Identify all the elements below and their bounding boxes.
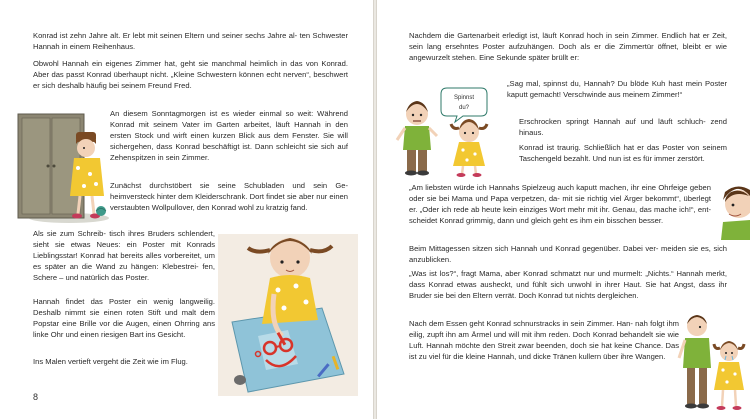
konrad-hannah-argument-illustration <box>395 84 515 180</box>
speech-bubble-line: Spinnst <box>453 95 475 101</box>
right-page <box>377 0 750 419</box>
konrad-hannah-crying-illustration <box>677 312 747 416</box>
paragraph: Nach dem Essen geht Konrad schnurstracks in sein Zimmer. Han- nah folgt ihm eilig, zupft ihn am Ärmel und will mit ihm reden. Doch Konrad behandelt sie wie Luft. Hannah möchte den Streit zwar beenden, doch sie hat keine Chance. Das ist zu viel für die kleine Hannah, und dicke Tränen kullern über ihre Wangen. <box>409 319 679 361</box>
paragraph: Zunächst durchstöbert sie seine Schubladen und sein Ge- heimversteck hinter dem Kleiderschrank. Dort findet sie aber nur einen verstaubten Wollpullover, den Konrad wohl zu kratzig fand. <box>110 181 348 212</box>
speech-bubble-line: du? <box>458 105 470 111</box>
left-page <box>0 0 373 419</box>
paragraph: Als sie zum Schreib- tisch ihres Bruders schlendert, sieht sie etwas Neues: ein Poster mit Konrads Lieblingsstar! Konrad hat bereits alles vorbereitet, um es später an die Wand zu hängen: Klebestrei- fen, Schere – und natürlich das Poster. <box>33 229 215 282</box>
konrad-face-illustration <box>713 184 750 240</box>
wardrobe-illustration <box>14 110 109 225</box>
paragraph: An diesem Sonntagmorgen ist es wieder einmal so weit: Während Konrad mit seinem Vater im Garten arbeitet, läuft Hannah in den ersten Stock und wirft einen kurzen Blick aus dem Fenster. Sie will sichergehen, dass Konrad beschäftigt ist. Dann schleicht sie sich auf Zehenspitzen in sein Zimmer. <box>110 109 348 162</box>
page-number: 8 <box>33 392 39 402</box>
paragraph: Konrad ist traurig. Schließlich hat er das Poster von seinem Taschengeld bezahlt. Und nun ist es für immer zerstört. <box>519 143 727 163</box>
paragraph: Obwohl Hannah ein eigenes Zimmer hat, geht sie manchmal heimlich in das von Konrad. Aber das passt Konrad überhaupt nicht. „Kleine Schwestern können echt nerven“, beschwert er sich deshalb häufig bei seinem Freund Fred. <box>33 59 348 90</box>
paragraph: Beim Mittagessen sitzen sich Hannah und Konrad gegenüber. Dabei ver- meiden sie es, sich anzublicken. <box>409 244 727 264</box>
hannah-drawing-illustration <box>218 224 358 396</box>
paragraph: Hannah findet das Poster ein wenig langweilig. Deshalb nimmt sie einen roten Stift und malt dem Popstar eine Brille vor die Augen, einen Ohrring ans linke Ohr und einen riesigen Bart ins Gesicht. <box>33 297 215 339</box>
paragraph: Konrad ist zehn Jahre alt. Er lebt mit seinen Eltern und seiner sechs Jahre al- ten Schwester Hannah in einem Reihenhaus. <box>33 31 348 51</box>
paragraph: „Am liebsten würde ich Hannahs Spielzeug auch kaputt machen, ihr eine Ohrfeige geben oder sie bei Mama und Papa verpetzen, da- mit sie richtig viel Ärger bekommt“, überlegt er. „Oder ich rede ab heute kein einziges Wort mehr mit ihr. Genau, das mache ich!“, ent- scheidet Konrad grimmig, dann und gleich geht es ihm ein bisschen besser. <box>409 183 711 225</box>
paragraph: „Sag mal, spinnst du, Hannah? Du blöde Kuh hast mein Poster kaputt gemacht! Verschwinde aus meinem Zimmer!“ <box>507 79 727 99</box>
paragraph: Ins Malen vertieft vergeht die Zeit wie im Flug. <box>33 357 188 366</box>
paragraph: Nachdem die Gartenarbeit erledigt ist, läuft Konrad hoch in sein Zimmer. Endlich hat er Zeit, sein lang ersehntes Poster aufzuhängen. Doch als er die Zimmertür öffnet, bleibt er wie angewurzelt stehen. Eine Sekunde später brüllt er: <box>409 31 727 62</box>
paragraph: Erschrocken springt Hannah auf und läuft schluch- zend hinaus. <box>519 117 727 137</box>
paragraph: „Was ist los?“, fragt Mama, aber Konrad schmatzt nur und murmelt: „Nichts.“ Hannah merkt, dass Konrad etwas ausheckt, und fühlt sich unwohl in ihrer Haut. Sie hat Angst, dass ihr Bruder sie bei den Eltern verrät. Doch Konrad tut nichts dergleichen. <box>409 269 727 300</box>
